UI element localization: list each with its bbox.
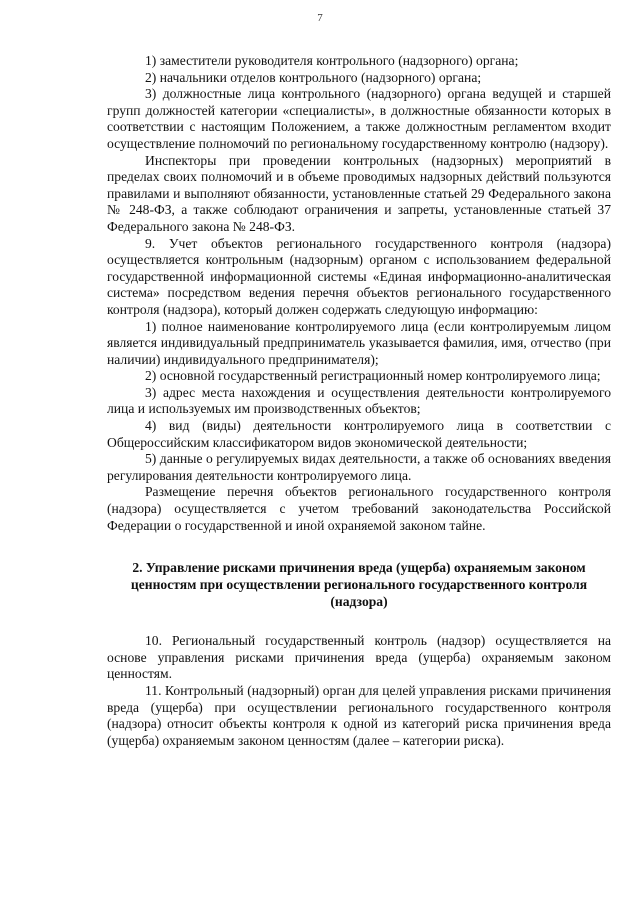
paragraph-subitem-4: 4) вид (виды) деятельности контролируемого лица в соответствии с Общероссийским классификатором видов экономической деятельности; bbox=[107, 418, 611, 450]
paragraph-item-9: 9. Учет объектов регионального государственного контроля (надзора) осуществляется контрольным (надзорным) органом с использованием федеральной государственной информационной системы «Единая информационно-аналитическая система» посредством ведения перечня объектов регионального государственного контроля (надзора), который должен содержать следующую информацию: bbox=[107, 235, 611, 317]
paragraph-subitem-5: 5) данные о регулируемых видах деятельности, а также об основаниях введения регулирования деятельности контролируемого лица. bbox=[107, 451, 611, 483]
spacer bbox=[107, 610, 611, 633]
paragraph-subitem-1: 1) полное наименование контролируемого лица (если контролируемым лицом является индивидуальный предприниматель указывается фамилия, имя, отчество (при наличии) индивидуального предпринимателя); bbox=[107, 318, 611, 367]
paragraph-item-11: 11. Контрольный (надзорный) орган для целей управления рисками причинения вреда (ущерба) при осуществлении регионального государственного контроля (надзора) относит объекты контроля к одной из категорий риска причинения вреда (ущерба) охраняемым законом ценностям (далее – категории риска). bbox=[107, 683, 611, 748]
paragraph-subitem-2: 2) основной государственный регистрационный номер контролируемого лица; bbox=[145, 368, 601, 384]
section-heading: 2. Управление рисками причинения вреда (ущерба) охраняемым законом ценностям при осуществлении регионального государственного контроля (надзора) bbox=[130, 560, 588, 610]
paragraph-officials: 3) должностные лица контрольного (надзорного) органа ведущей и старшей групп должностей категории «специалисты», в должностные обязанности которых в соответствии с настоящим Положением, а также должностным регламентом входит осуществление полномочий по региональному государственному контролю (надзору). bbox=[107, 86, 611, 151]
page-number: 7 bbox=[317, 12, 323, 24]
paragraph-subitem-3: 3) адрес места нахождения и осуществления деятельности контролируемого лица и используемых им производственных объектов; bbox=[107, 384, 611, 417]
paragraph-deputy-heads: 1) заместители руководителя контрольного (надзорного) органа; bbox=[145, 53, 519, 68]
paragraph-item-10: 10. Региональный государственный контроль (надзор) осуществляется на основе управления рисками причинения вреда (ущерба) охраняемым законом ценностям. bbox=[107, 633, 611, 682]
paragraph-inspectors: Инспекторы при проведении контрольных (надзорных) мероприятий в пределах своих полномочий и в объеме проводимых надзорных действий пользуются правилами и выполняют обязанности, установленные статьей 29 Федерального закона № 248-ФЗ, а также соблюдают ограничения и запреты, установленные статьей 37 Федерального закона № 248-ФЗ. bbox=[107, 152, 611, 234]
paragraph-placement: Размещение перечня объектов регионального государственного контроля (надзора) осуществляется с учетом требований законодательства Российской Федерации о государственной и иной охраняемой законом тайне. bbox=[107, 484, 611, 533]
paragraph-department-heads: 2) начальники отделов контрольного (надзорного) органа; bbox=[145, 69, 482, 85]
document-body bbox=[107, 53, 611, 749]
